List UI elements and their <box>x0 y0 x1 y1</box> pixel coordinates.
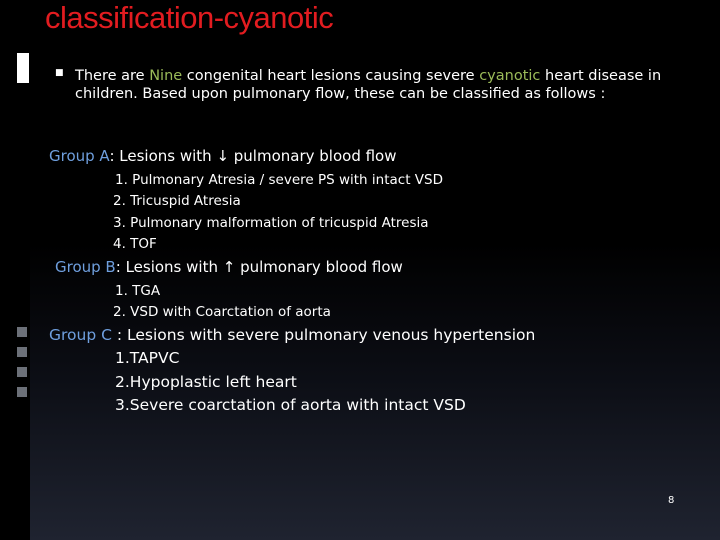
group-a-separator: : <box>109 147 120 165</box>
group-b-label: Group B <box>55 258 116 276</box>
decorative-bar <box>17 53 29 83</box>
intro-paragraph <box>75 68 695 103</box>
decorative-square <box>17 347 27 357</box>
group-c-heading <box>49 326 535 344</box>
bullet-icon: ■ <box>55 68 64 78</box>
decorative-square <box>17 327 27 337</box>
group-a-heading <box>49 147 397 165</box>
group-c-item: 3.Severe coarctation of aorta with intact VSD <box>115 396 466 414</box>
group-b-item: 1. TGA <box>115 283 161 299</box>
group-c-item: 1.TAPVC <box>115 349 180 367</box>
group-b-text: Lesions with <box>125 258 223 276</box>
group-a-item: 4. TOF <box>113 236 157 252</box>
group-a-text: Lesions with <box>119 147 217 165</box>
intro-text: heart disease in children. Based upon pulmonary flow, these can be classified as follows : <box>75 68 662 102</box>
decorative-square <box>17 387 27 397</box>
group-c-text: : Lesions with severe pulmonary venous hypertension <box>111 326 536 344</box>
group-a-item: 1. Pulmonary Atresia / severe PS with intact VSD <box>115 172 443 188</box>
group-a-item: 2. Tricuspid Atresia <box>113 193 241 209</box>
group-c-label: Group C <box>49 326 112 344</box>
group-a-item: 3. Pulmonary malformation of tricuspid Atresia <box>113 215 429 231</box>
group-b-heading <box>55 258 403 276</box>
slide-title: classification-cyanotic <box>45 0 334 35</box>
decorative-square <box>17 367 27 377</box>
page-number: 8 <box>668 495 675 506</box>
intro-highlight-cyanotic: cyanotic <box>479 68 541 84</box>
group-b-separator: : <box>115 258 126 276</box>
group-b-text-after: pulmonary blood flow <box>235 258 403 276</box>
group-c-item: 2.Hypoplastic left heart <box>115 373 297 391</box>
intro-text: There are <box>75 68 150 84</box>
intro-highlight-nine: Nine <box>149 68 183 84</box>
up-arrow-icon: ↑ <box>222 258 236 276</box>
group-a-text-after: pulmonary blood flow <box>229 147 397 165</box>
down-arrow-icon: ↓ <box>216 147 230 165</box>
group-b-item: 2. VSD with Coarctation of aorta <box>113 304 331 320</box>
group-a-label: Group A <box>49 147 110 165</box>
intro-text: congenital heart lesions causing severe <box>182 68 480 84</box>
